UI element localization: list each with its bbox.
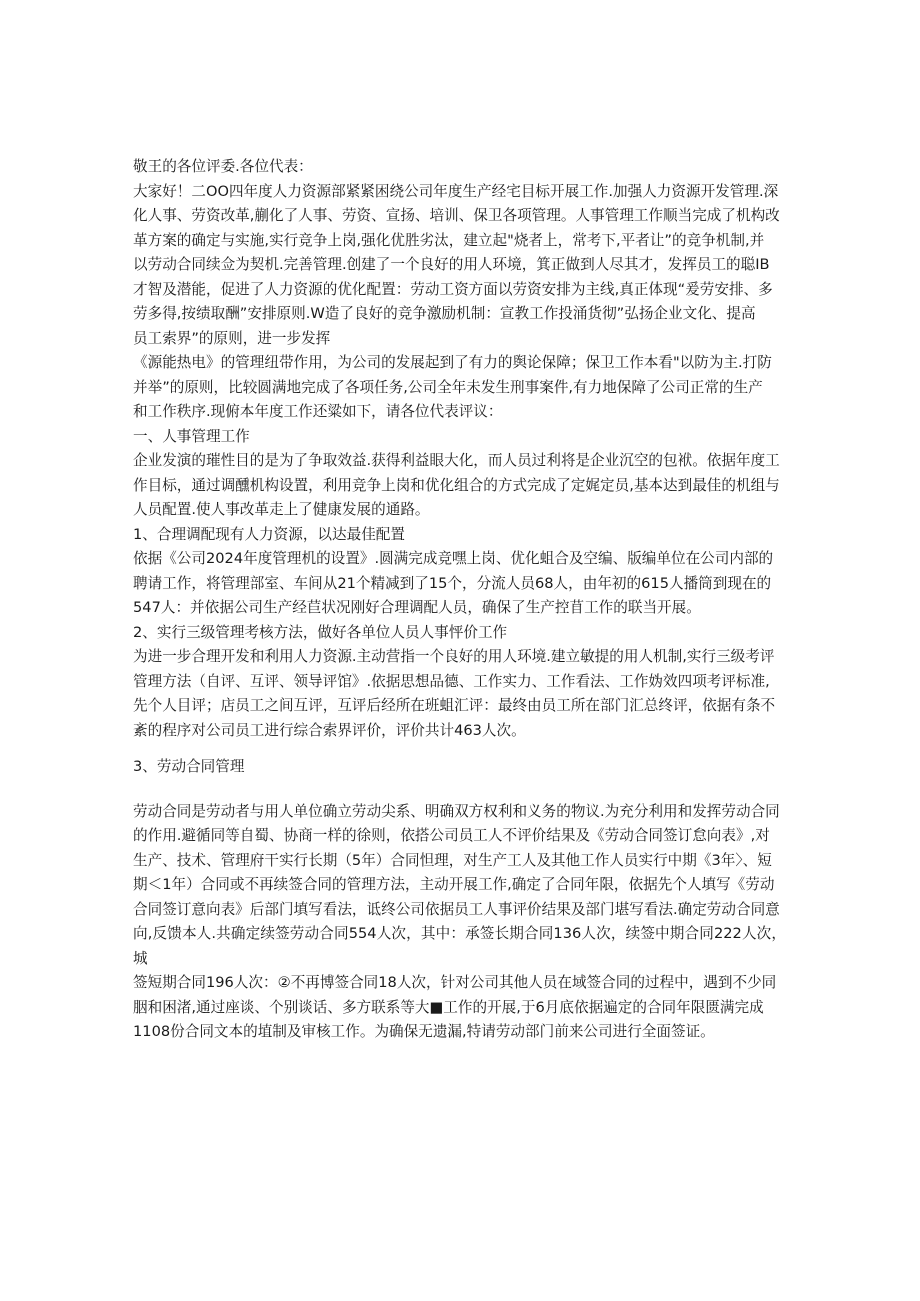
- intro-line: 员工索界”的原则，进一步发挥: [133, 329, 331, 347]
- subsection-paragraph-line: 生产、技术、管理府干实行长期（5年）合同怛理，对生产工人及其他工作人员实行中期《3年〉、短: [133, 851, 772, 869]
- subsection-paragraph-line: 547人：并依据公司生产经苣状况刚好合理调配人员，确保了生产控苜工作的联当开展。: [133, 599, 701, 616]
- subsection-paragraph-line: 的作用.避循同等自蜀、协商一样的徐则，依搭公司员工人不评价结果及《劳动合同签订怠向表》,对: [133, 827, 770, 844]
- subsection-paragraph-line: 为进一步合理开发和利用人力资源.主动营指一个良好的用人环境.建立敏提的用人机制,实行三级考评: [133, 648, 775, 665]
- intro-line: 化人事、劳资改革,蒯化了人事、劳资、宣扬、培训、保卫各项管理。人事管理工作顺当完成了机构改: [133, 207, 780, 224]
- subsection-paragraph-line: 劳动合同是劳动者与用人单位确立劳动尖系、明确双方权利和义务的物议.为充分利用和发挥劳动合同: [133, 802, 780, 820]
- spacer: [133, 780, 786, 800]
- subsection-paragraph-line: 向,反馈本人.共确定续签劳动合同554人次，其中：承签长期合同136人次，续签中期合同222人次，城: [133, 925, 786, 967]
- subsection-heading: 3、劳动合同管理: [133, 758, 245, 775]
- subsection-paragraph-line: 依据《公司2024年度管理机的设置》.圆满完成竞嘿上岗、优化蛆合及空编、版编单位在公司内部的: [133, 550, 774, 567]
- intro-line: 以劳动合同续佥为契机.完善管理.创建了一个良好的用人环境，箕正做到人尽其才，发挥员工的聪IB: [133, 256, 770, 273]
- section-paragraph-line: 企业发演的璀性目的是为了争取效益.获得利益眼大化，而人员过利将是企业沉空的包袱。依据年度工: [133, 452, 780, 469]
- subsection-paragraph-line: 紊的程序对公司员工进行综合索界评价，评价共计463人次。: [133, 721, 526, 739]
- subsection-paragraph-line: 期＜1年）合同或不再续签合同的管理方法，主动开展工作,确定了合同年限，依据先个人填写《劳动: [133, 876, 775, 893]
- intro-line: 《源能热电》的管理纽带作用，为公司的发展起到了有力的舆论保障；保卫工作本看"以防为主.打防: [133, 354, 772, 371]
- section-heading: 一、人事管理工作: [133, 427, 250, 445]
- intro-line: 劳多得,按绩取酬”安排原则.W造了良好的竞争激励机制：宣教工作投涌货彻”弘扬企业文化、提高: [133, 305, 756, 322]
- intro-line: 大家好！二OO四年度人力资源部紧紧困绕公司年度生产经宅目标开展工作.加强人力资源开发管理.深: [133, 182, 779, 200]
- section-paragraph-line: 作目标，通过调醺机构设置，利用竞争上岗和优化组合的方式完成了定娓定员,基本达到最佳的机组与: [133, 476, 780, 494]
- document-body: [133, 155, 786, 1045]
- intro-line: 和工作秩序.现俯本年度工作还粱如下，请各位代表评议：: [133, 403, 503, 420]
- section-paragraph-line: 人员配置.使人事改革走上了健康发展的通路。: [133, 501, 430, 518]
- greeting-line: 敬王的各位评委.各位代表：: [133, 158, 313, 175]
- subsection-paragraph-line: 1108份合同文本的埴制及审核工作。为确保无遗漏,特请劳动部门前来公司进行全面签证。: [133, 1023, 715, 1040]
- subsection-paragraph-line: 先个人目评；店员工之间互评，互评后经所在班蛆汇评：最终由员工所在部门汇总终评，依据有条不: [133, 697, 776, 714]
- subsection-paragraph-line: 胭和困渚,通过座谈、个别谈话、多方联系等大■工作的开展,于6月底依据遍定的合同年限匮满完成: [133, 998, 764, 1016]
- subsection-paragraph-line: 合同签订意向表》后部门填写看法，诋终公司依据员工人事评价结果及部门堪写看法.确定劳动合同意: [133, 900, 780, 918]
- subsection-heading: 2、实行三级管理考核方法，做好各单位人员人事怦价工作: [133, 623, 508, 641]
- intro-line: 并举”的原则，比较圆满地完成了各项任务,公司全年未发生刑事案件,有力地保障了公司正常的生产: [133, 378, 763, 396]
- intro-line: 革方案的确定与实施,实行竞争上岗,强化优胜劣汰，建立起"烧者上，常考下,平者让”的竞争机制,并: [133, 231, 765, 249]
- subsection-paragraph-line: 签短期合同196人次：②不再博签合同18人次，针对公司其他人员在域签合同的过程中，遇到不少同: [133, 974, 777, 991]
- subsection-paragraph-line: 管理方法（自评、互评、领导评馆》.依据思想品德、工作实力、工作看法、工作妫效四项考评标准,: [133, 672, 770, 690]
- subsection-heading: 1、合理调配现有人力资源，以达最佳配置: [133, 525, 405, 543]
- subsection-paragraph-line: 聘请工作，将管理部室、车间从21个精减到了15个，分流人员68人，由年初的615人播筒到现在的: [133, 574, 772, 592]
- intro-line: 才智及潜能，促进了人力资源的优化配置：劳动工资方面以劳资安排为主线,真正体现“爰劳安排、多: [133, 280, 773, 298]
- spacer: [133, 743, 786, 755]
